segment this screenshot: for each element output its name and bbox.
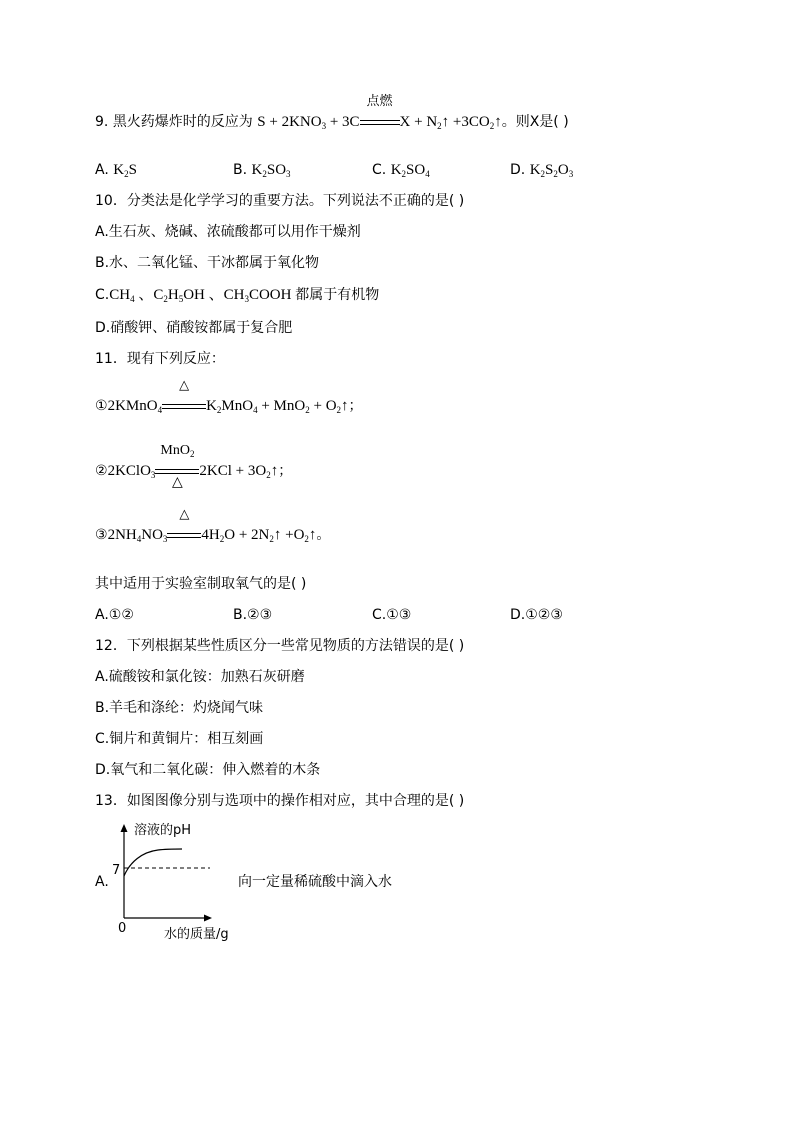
q12-stem: 12．下列根据某些性质区分一些常见物质的方法错误的是( ): [95, 638, 465, 654]
q10-option-c[interactable]: $C.CH_4$ 、$C_2H_5OH$ 、$CH_3COOH$ 都属于有机物: [95, 287, 380, 304]
q9-suffix: 。则X是( ): [501, 114, 569, 130]
q11-r3-condition: △: [167, 525, 201, 545]
q13-graph-y-arrow: [121, 824, 128, 832]
q11-option-b[interactable]: B.②③: [233, 607, 273, 623]
q11-reaction-2: ②2KClO$_3$ MnO$_2$ △ $2KCl + 3O_2↑$；: [95, 443, 293, 490]
q12-option-a[interactable]: A.硫酸铵和氯化铵：加熟石灰研磨: [95, 669, 305, 685]
q13-graph-y-tick: 7: [112, 863, 121, 878]
q9-condition: 点燃: [366, 94, 393, 109]
q13-option-a-label[interactable]: A.: [95, 874, 109, 890]
q11-r2-condition: MnO$_2$ △: [155, 461, 199, 481]
q11-r1-condition: △: [162, 396, 206, 416]
q13-graph: [108, 818, 248, 942]
q9-equation-left: $S + 2KNO_3 + 3C$: [257, 114, 360, 131]
q13-option-a-text: 向一定量稀硫酸中滴入水: [238, 874, 392, 890]
q12-option-c[interactable]: C.铜片和黄铜片：相互刻画: [95, 731, 264, 747]
q10-option-a[interactable]: A.生石灰、烧碱、浓硫酸都可以用作干燥剂: [95, 224, 361, 240]
q13-graph-x-arrow: [204, 915, 212, 922]
q11-reaction-3: $③2NH_4NO_3$ △ $4H_2O$ + $2N_2↑$ $+O_2↑$。: [95, 507, 331, 544]
q11-question: 其中适用于实验室制取氧气的是( ): [95, 576, 307, 592]
q13-stem: 13．如图图像分别与选项中的操作相对应，其中合理的是( ): [95, 793, 465, 809]
q9-line: [95, 94, 569, 132]
q9-option-c[interactable]: C. $K_2SO_4$: [372, 162, 430, 179]
q11-option-c[interactable]: C.①③: [372, 607, 412, 623]
q13-graph-y-label: 溶液的pH: [134, 823, 192, 838]
q12-option-d[interactable]: D.氧气和二氧化碳：伸入燃着的木条: [95, 762, 321, 778]
q11-option-a[interactable]: A.①②: [95, 607, 134, 623]
q11-option-d[interactable]: D.①②③: [510, 607, 563, 623]
q10-option-d[interactable]: D.硝酸钾、硝酸铵都属于复合肥: [95, 320, 293, 336]
q9-option-b[interactable]: B. $K_2SO_3$: [233, 162, 291, 179]
q9-option-d[interactable]: D. $K_2S_2O_3$: [510, 162, 574, 179]
q10-option-b[interactable]: B.水、二氧化锰、干冰都属于氧化物: [95, 255, 320, 271]
q11-reaction-1: ①2KMnO$_4$ △ $K_2MnO_4 + MnO_2$ + $O_2↑$；: [95, 378, 363, 415]
q10-stem: 10．分类法是化学学习的重要方法。下列说法不正确的是( ): [95, 193, 465, 209]
q9-equation-right: $X + N_2↑$ $+3CO_2↑$: [399, 114, 502, 131]
q13-graph-curve: [124, 849, 182, 876]
q13-graph-x-label: 水的质量/g: [164, 927, 229, 942]
q13-graph-origin: 0: [118, 921, 127, 936]
q9-number: 9.: [95, 114, 109, 130]
q9-option-a[interactable]: A. $K_2S$: [95, 162, 137, 179]
q12-option-b[interactable]: B.羊毛和涤纶：灼烧闻气味: [95, 700, 264, 716]
q9-condition-arrow: [360, 94, 400, 132]
q9-prefix: 黑火药爆炸时的反应为: [112, 114, 253, 130]
q11-stem: 11．现有下列反应：: [95, 351, 225, 367]
